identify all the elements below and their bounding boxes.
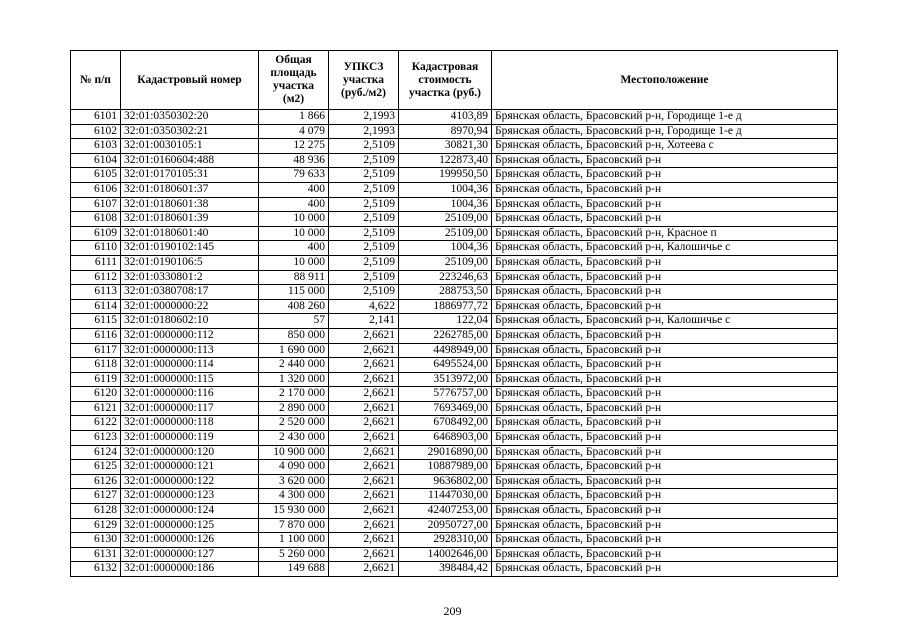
- area-value: 88 911: [259, 270, 329, 285]
- upksz-value: 2,6621: [329, 328, 399, 343]
- row-number: 6115: [71, 314, 121, 329]
- cadastral-number: 32:01:0000000:115: [121, 372, 259, 387]
- cadastral-cost: 1886977,72: [399, 299, 492, 314]
- cadastral-cost: 288753,50: [399, 285, 492, 300]
- table-row: [71, 299, 838, 314]
- table-row: [71, 474, 838, 489]
- table-row: [71, 328, 838, 343]
- upksz-value: 2,5109: [329, 139, 399, 154]
- table-row: [71, 533, 838, 548]
- table-row: [71, 226, 838, 241]
- row-number: 6132: [71, 562, 121, 577]
- upksz-value: 2,5109: [329, 153, 399, 168]
- cadastral-cost: 14002646,00: [399, 547, 492, 562]
- upksz-value: 2,6621: [329, 358, 399, 373]
- row-number: 6113: [71, 285, 121, 300]
- area-value: 12 275: [259, 139, 329, 154]
- cadastral-number: 32:01:0000000:119: [121, 431, 259, 446]
- location: Брянская область, Брасовский р-н: [492, 212, 838, 227]
- cadastral-cost: 25109,00: [399, 226, 492, 241]
- cadastral-cost: 1004,36: [399, 241, 492, 256]
- table-row: [71, 547, 838, 562]
- table-row: [71, 241, 838, 256]
- location: Брянская область, Брасовский р-н, Красное п: [492, 226, 838, 241]
- cadastral-cost: 5776757,00: [399, 387, 492, 402]
- row-number: 6104: [71, 153, 121, 168]
- row-number: 6111: [71, 255, 121, 270]
- cadastral-cost: 223246,63: [399, 270, 492, 285]
- upksz-value: 2,6621: [329, 416, 399, 431]
- table-row: [71, 197, 838, 212]
- row-number: 6125: [71, 460, 121, 475]
- table-body: [71, 110, 838, 577]
- location: Брянская область, Брасовский р-н: [492, 285, 838, 300]
- location: Брянская область, Брасовский р-н: [492, 153, 838, 168]
- upksz-value: 2,6621: [329, 474, 399, 489]
- location: Брянская область, Брасовский р-н: [492, 358, 838, 373]
- location: Брянская область, Брасовский р-н: [492, 547, 838, 562]
- cadastral-cost: 4498949,00: [399, 343, 492, 358]
- location: Брянская область, Брасовский р-н: [492, 270, 838, 285]
- cadastral-number: 32:01:0350302:20: [121, 110, 259, 125]
- cadastral-number: 32:01:0180601:39: [121, 212, 259, 227]
- cadastral-number: 32:01:0000000:123: [121, 489, 259, 504]
- location: Брянская область, Брасовский р-н: [492, 518, 838, 533]
- location: Брянская область, Брасовский р-н: [492, 343, 838, 358]
- cadastral-number: 32:01:0000000:112: [121, 328, 259, 343]
- header-cadastral-number: Кадастровый номер: [121, 51, 259, 110]
- upksz-value: 2,1993: [329, 110, 399, 125]
- area-value: 1 866: [259, 110, 329, 125]
- location: Брянская область, Брасовский р-н: [492, 533, 838, 548]
- area-value: 1 320 000: [259, 372, 329, 387]
- upksz-value: 2,5109: [329, 241, 399, 256]
- table-row: [71, 153, 838, 168]
- cadastral-number: 32:01:0180601:37: [121, 182, 259, 197]
- table-row: [71, 431, 838, 446]
- upksz-value: 2,6621: [329, 387, 399, 402]
- area-value: 79 633: [259, 168, 329, 183]
- cadastral-cost: 20950727,00: [399, 518, 492, 533]
- table-row: [71, 562, 838, 577]
- upksz-value: 2,6621: [329, 504, 399, 519]
- row-number: 6118: [71, 358, 121, 373]
- cadastral-cost: 10887989,00: [399, 460, 492, 475]
- location: Брянская область, Брасовский р-н, Городище 1-е д: [492, 110, 838, 125]
- header-upksz: УПКСЗ участка (руб./м2): [329, 51, 399, 110]
- upksz-value: 2,6621: [329, 445, 399, 460]
- row-number: 6121: [71, 401, 121, 416]
- cadastral-number: 32:01:0000000:118: [121, 416, 259, 431]
- cadastral-cost: 11447030,00: [399, 489, 492, 504]
- cadastral-cost: 3513972,00: [399, 372, 492, 387]
- area-value: 1 100 000: [259, 533, 329, 548]
- cadastral-number: 32:01:0170105:31: [121, 168, 259, 183]
- upksz-value: 2,5109: [329, 285, 399, 300]
- cadastral-number: 32:01:0000000:186: [121, 562, 259, 577]
- row-number: 6103: [71, 139, 121, 154]
- table-row: [71, 110, 838, 125]
- table-row: [71, 270, 838, 285]
- table-row: [71, 358, 838, 373]
- row-number: 6129: [71, 518, 121, 533]
- cadastral-number: 32:01:0000000:121: [121, 460, 259, 475]
- cadastral-number: 32:01:0160604:488: [121, 153, 259, 168]
- area-value: 2 170 000: [259, 387, 329, 402]
- table-row: [71, 139, 838, 154]
- cadastral-number: 32:01:0000000:122: [121, 474, 259, 489]
- location: Брянская область, Брасовский р-н: [492, 372, 838, 387]
- cadastral-number: 32:01:0000000:114: [121, 358, 259, 373]
- table-row: [71, 489, 838, 504]
- upksz-value: 2,5109: [329, 255, 399, 270]
- area-value: 2 520 000: [259, 416, 329, 431]
- upksz-value: 2,5109: [329, 212, 399, 227]
- cadastral-number: 32:01:0030105:1: [121, 139, 259, 154]
- header-area: Общая площадь участка (м2): [259, 51, 329, 110]
- upksz-value: 2,1993: [329, 124, 399, 139]
- cadastral-number: 32:01:0180601:38: [121, 197, 259, 212]
- area-value: 149 688: [259, 562, 329, 577]
- row-number: 6110: [71, 241, 121, 256]
- cadastral-cost: 42407253,00: [399, 504, 492, 519]
- header-row: [71, 51, 838, 110]
- cadastral-cost: 6708492,00: [399, 416, 492, 431]
- cadastral-number: 32:01:0000000:113: [121, 343, 259, 358]
- area-value: 400: [259, 197, 329, 212]
- cadastral-cost: 25109,00: [399, 212, 492, 227]
- upksz-value: 2,6621: [329, 518, 399, 533]
- cadastral-cost: 122873,40: [399, 153, 492, 168]
- row-number: 6114: [71, 299, 121, 314]
- location: Брянская область, Брасовский р-н: [492, 445, 838, 460]
- location: Брянская область, Брасовский р-н: [492, 489, 838, 504]
- cadastral-cost: 2928310,00: [399, 533, 492, 548]
- table-row: [71, 372, 838, 387]
- cadastral-cost: 1004,36: [399, 182, 492, 197]
- location: Брянская область, Брасовский р-н: [492, 182, 838, 197]
- upksz-value: 2,5109: [329, 270, 399, 285]
- location: Брянская область, Брасовский р-н, Калошичье с: [492, 241, 838, 256]
- table-row: [71, 168, 838, 183]
- area-value: 4 090 000: [259, 460, 329, 475]
- location: Брянская область, Брасовский р-н, Калошичье с: [492, 314, 838, 329]
- area-value: 850 000: [259, 328, 329, 343]
- row-number: 6101: [71, 110, 121, 125]
- cadastral-cost: 2262785,00: [399, 328, 492, 343]
- location: Брянская область, Брасовский р-н: [492, 299, 838, 314]
- cadastral-table: [70, 50, 838, 577]
- cadastral-number: 32:01:0000000:117: [121, 401, 259, 416]
- table-header: [71, 51, 838, 110]
- location: Брянская область, Брасовский р-н: [492, 328, 838, 343]
- upksz-value: 2,5109: [329, 168, 399, 183]
- cadastral-number: 32:01:0330801:2: [121, 270, 259, 285]
- table-row: [71, 445, 838, 460]
- table-row: [71, 285, 838, 300]
- cadastral-number: 32:01:0000000:116: [121, 387, 259, 402]
- area-value: 57: [259, 314, 329, 329]
- row-number: 6124: [71, 445, 121, 460]
- upksz-value: 2,6621: [329, 489, 399, 504]
- cadastral-number: 32:01:0380708:17: [121, 285, 259, 300]
- row-number: 6112: [71, 270, 121, 285]
- page-number: 209: [443, 604, 462, 618]
- cadastral-cost: 6495524,00: [399, 358, 492, 373]
- upksz-value: 2,6621: [329, 431, 399, 446]
- row-number: 6123: [71, 431, 121, 446]
- location: Брянская область, Брасовский р-н: [492, 474, 838, 489]
- area-value: 400: [259, 241, 329, 256]
- table-row: [71, 518, 838, 533]
- header-cadastral-cost: Кадастровая стоимость участка (руб.): [399, 51, 492, 110]
- area-value: 4 300 000: [259, 489, 329, 504]
- table-row: [71, 387, 838, 402]
- cadastral-number: 32:01:0000000:127: [121, 547, 259, 562]
- area-value: 2 890 000: [259, 401, 329, 416]
- table-row: [71, 401, 838, 416]
- location: Брянская область, Брасовский р-н: [492, 504, 838, 519]
- area-value: 408 260: [259, 299, 329, 314]
- table-row: [71, 460, 838, 475]
- header-num: № п/п: [71, 51, 121, 110]
- table-row: [71, 255, 838, 270]
- upksz-value: 2,5109: [329, 197, 399, 212]
- row-number: 6102: [71, 124, 121, 139]
- area-value: 48 936: [259, 153, 329, 168]
- row-number: 6130: [71, 533, 121, 548]
- upksz-value: 2,6621: [329, 401, 399, 416]
- table-row: [71, 182, 838, 197]
- area-value: 10 000: [259, 212, 329, 227]
- cadastral-cost: 1004,36: [399, 197, 492, 212]
- cadastral-number: 32:01:0190102:145: [121, 241, 259, 256]
- location: Брянская область, Брасовский р-н: [492, 562, 838, 577]
- upksz-value: 2,5109: [329, 226, 399, 241]
- cadastral-number: 32:01:0350302:21: [121, 124, 259, 139]
- cadastral-number: 32:01:0180602:10: [121, 314, 259, 329]
- location: Брянская область, Брасовский р-н, Хотеева с: [492, 139, 838, 154]
- upksz-value: 2,6621: [329, 372, 399, 387]
- location: Брянская область, Брасовский р-н: [492, 460, 838, 475]
- upksz-value: 2,6621: [329, 533, 399, 548]
- upksz-value: 4,622: [329, 299, 399, 314]
- row-number: 6108: [71, 212, 121, 227]
- row-number: 6126: [71, 474, 121, 489]
- location: Брянская область, Брасовский р-н: [492, 168, 838, 183]
- cadastral-cost: 398484,42: [399, 562, 492, 577]
- table-row: [71, 124, 838, 139]
- header-location: Местоположение: [492, 51, 838, 110]
- area-value: 2 430 000: [259, 431, 329, 446]
- upksz-value: 2,141: [329, 314, 399, 329]
- cadastral-cost: 30821,30: [399, 139, 492, 154]
- cadastral-cost: 122,04: [399, 314, 492, 329]
- location: Брянская область, Брасовский р-н: [492, 401, 838, 416]
- location: Брянская область, Брасовский р-н, Городище 1-е д: [492, 124, 838, 139]
- row-number: 6105: [71, 168, 121, 183]
- area-value: 10 000: [259, 226, 329, 241]
- cadastral-number: 32:01:0000000:126: [121, 533, 259, 548]
- area-value: 115 000: [259, 285, 329, 300]
- table-row: [71, 416, 838, 431]
- cadastral-cost: 199950,50: [399, 168, 492, 183]
- cadastral-cost: 7693469,00: [399, 401, 492, 416]
- area-value: 3 620 000: [259, 474, 329, 489]
- row-number: 6117: [71, 343, 121, 358]
- row-number: 6107: [71, 197, 121, 212]
- area-value: 4 079: [259, 124, 329, 139]
- area-value: 15 930 000: [259, 504, 329, 519]
- upksz-value: 2,6621: [329, 562, 399, 577]
- location: Брянская область, Брасовский р-н: [492, 416, 838, 431]
- row-number: 6116: [71, 328, 121, 343]
- cadastral-number: 32:01:0000000:120: [121, 445, 259, 460]
- table-row: [71, 314, 838, 329]
- row-number: 6119: [71, 372, 121, 387]
- row-number: 6122: [71, 416, 121, 431]
- row-number: 6109: [71, 226, 121, 241]
- upksz-value: 2,6621: [329, 547, 399, 562]
- cadastral-number: 32:01:0000000:125: [121, 518, 259, 533]
- row-number: 6131: [71, 547, 121, 562]
- area-value: 5 260 000: [259, 547, 329, 562]
- area-value: 2 440 000: [259, 358, 329, 373]
- cadastral-number: 32:01:0190106:5: [121, 255, 259, 270]
- upksz-value: 2,5109: [329, 182, 399, 197]
- area-value: 400: [259, 182, 329, 197]
- location: Брянская область, Брасовский р-н: [492, 197, 838, 212]
- cadastral-cost: 4103,89: [399, 110, 492, 125]
- cadastral-number: 32:01:0000000:22: [121, 299, 259, 314]
- cadastral-cost: 6468903,00: [399, 431, 492, 446]
- location: Брянская область, Брасовский р-н: [492, 255, 838, 270]
- row-number: 6128: [71, 504, 121, 519]
- cadastral-number: 32:01:0180601:40: [121, 226, 259, 241]
- row-number: 6106: [71, 182, 121, 197]
- table-row: [71, 212, 838, 227]
- row-number: 6120: [71, 387, 121, 402]
- area-value: 10 000: [259, 255, 329, 270]
- table-row: [71, 504, 838, 519]
- area-value: 7 870 000: [259, 518, 329, 533]
- cadastral-cost: 9636802,00: [399, 474, 492, 489]
- cadastral-cost: 25109,00: [399, 255, 492, 270]
- area-value: 10 900 000: [259, 445, 329, 460]
- upksz-value: 2,6621: [329, 343, 399, 358]
- cadastral-cost: 8970,94: [399, 124, 492, 139]
- cadastral-number: 32:01:0000000:124: [121, 504, 259, 519]
- table-row: [71, 343, 838, 358]
- upksz-value: 2,6621: [329, 460, 399, 475]
- area-value: 1 690 000: [259, 343, 329, 358]
- row-number: 6127: [71, 489, 121, 504]
- location: Брянская область, Брасовский р-н: [492, 431, 838, 446]
- cadastral-cost: 29016890,00: [399, 445, 492, 460]
- location: Брянская область, Брасовский р-н: [492, 387, 838, 402]
